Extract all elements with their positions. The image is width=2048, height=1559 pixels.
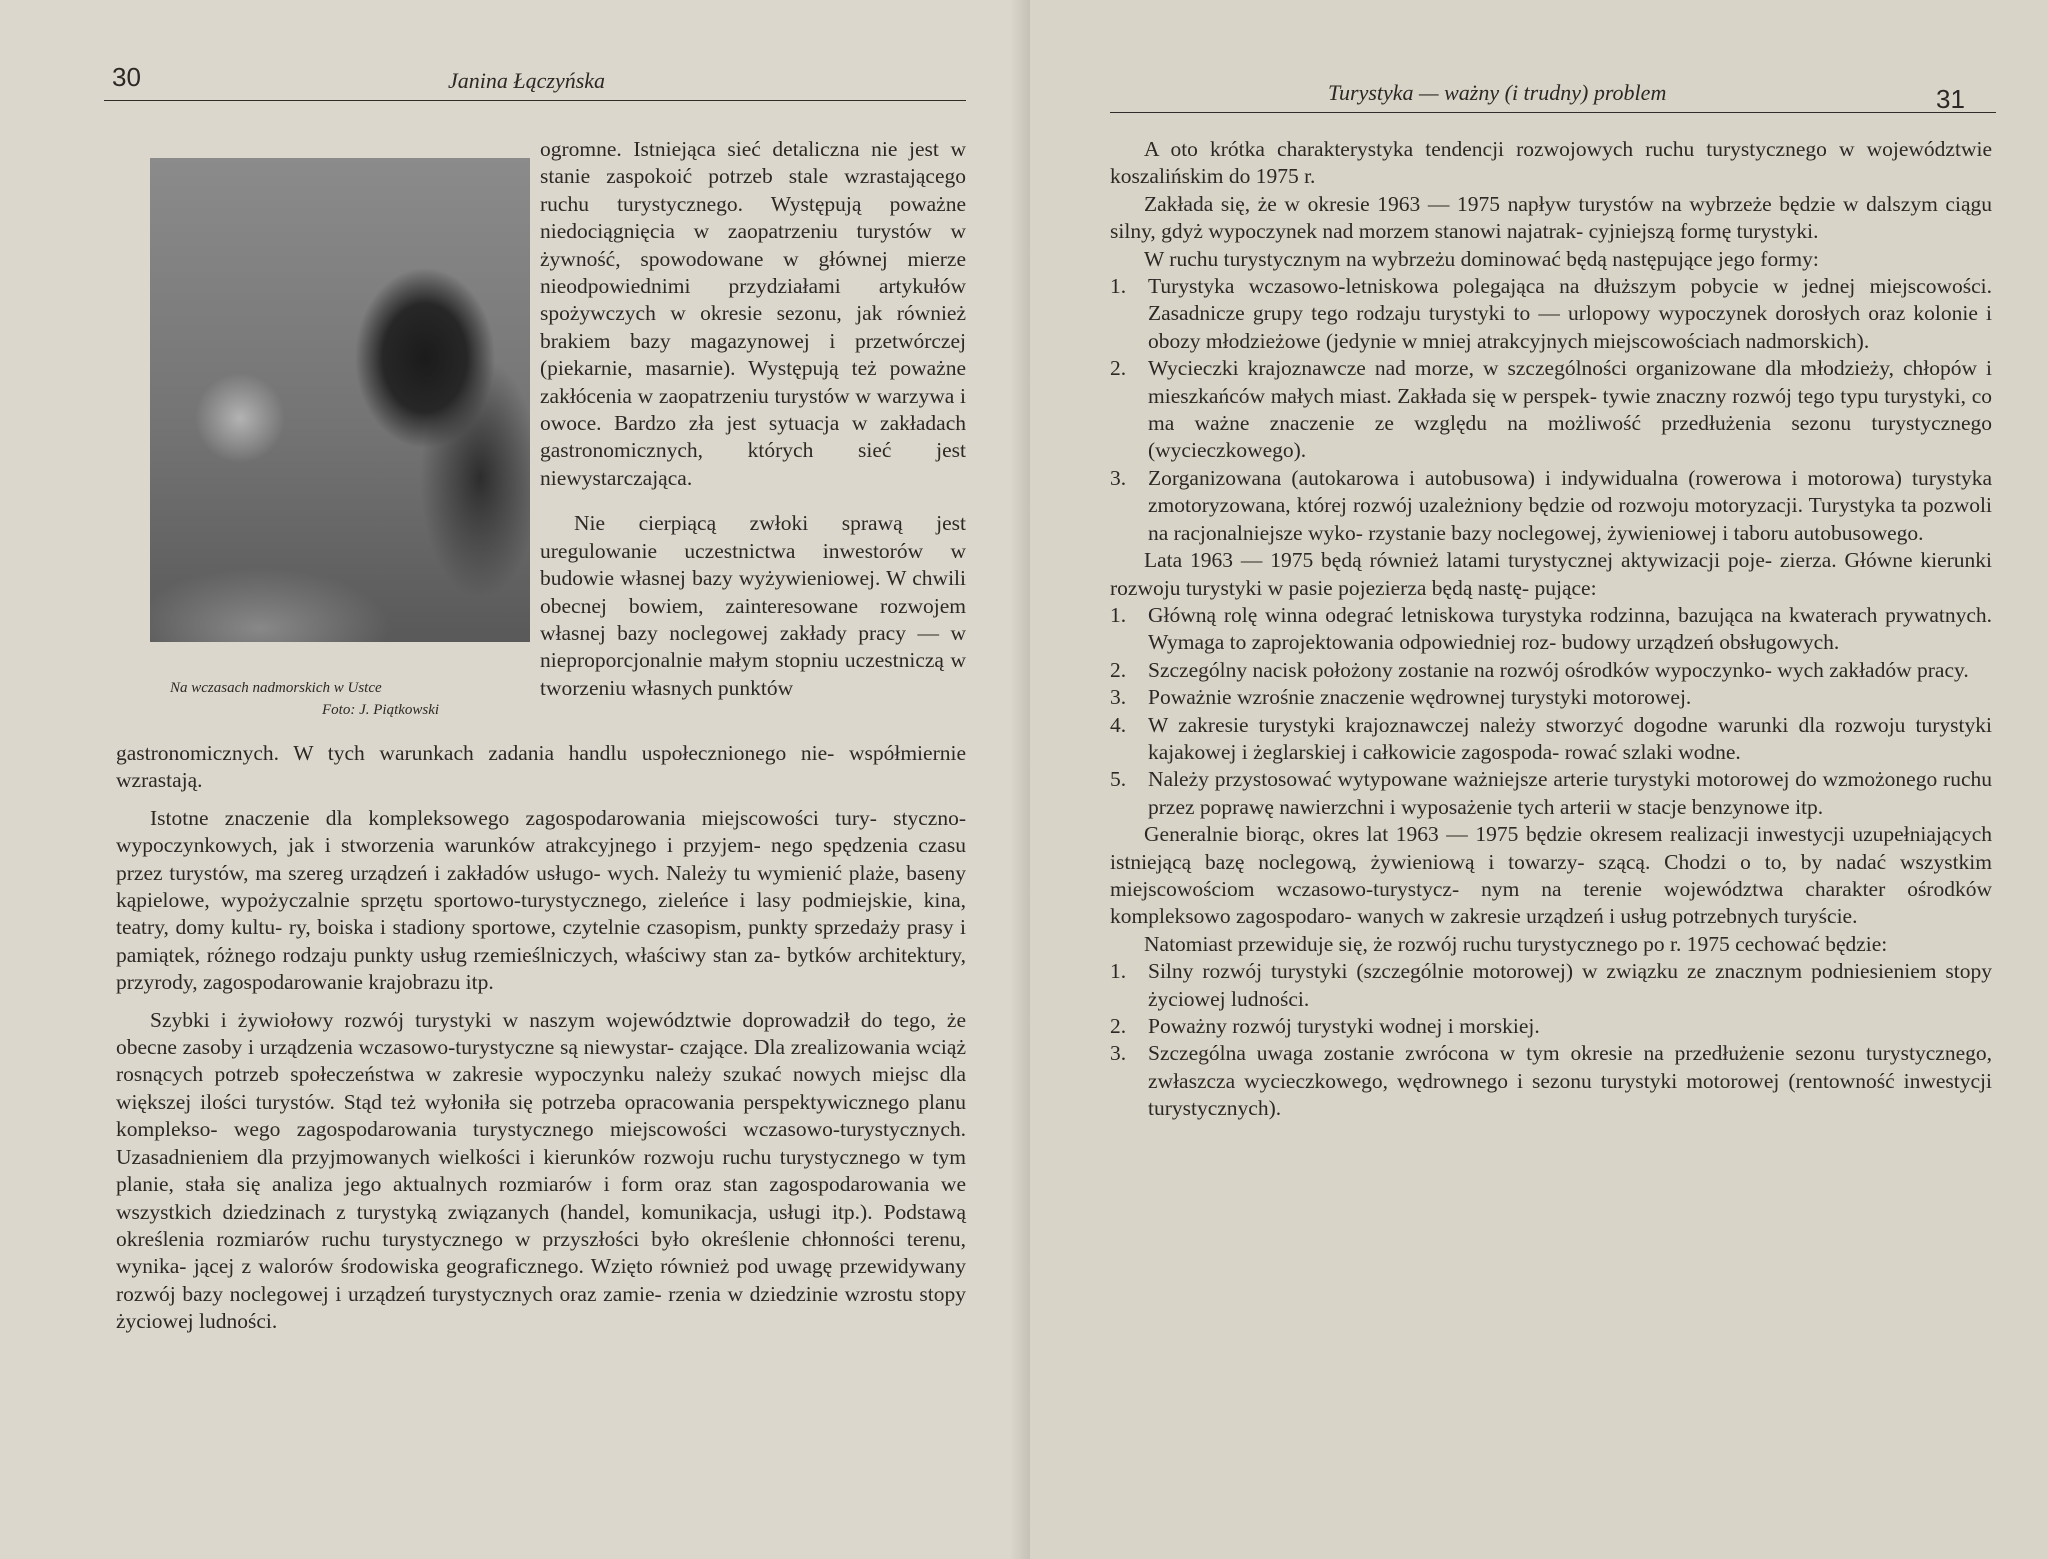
photo-caption: Na wczasach nadmorskich w Ustce (170, 680, 382, 696)
paragraph: Istotne znaczenie dla kompleksowego zagospodarowania miejscowości tury- styczno-wypoczynkowych, jak i stworzenia warunków atrakcyjnego i przyjem- nego spędzenia czasu przez turystów, ma szereg urządzeń i zakładów usługo- wych. Należy tu wymienić plaże, baseny kąpielowe, wypożyczalnie sprzętu sportowo-turystycznego, zieleńce i lasy podmiejskie, kina, teatry, domy kultu- ry, boiska i stadiony sportowe, czytelnie czasopism, punkty sprzedaży prasy i pamiątek, różnego rodzaju punkty usług rzemieślniczych, właściwy stan za- bytków architektury, przyrody, zagospodarowanie krajobrazu itp. (116, 805, 966, 995)
list-item-number: 1. (1110, 959, 1127, 984)
list-item (1110, 602, 1992, 657)
list-item-text: Szczególna uwaga zostanie zwrócona w tym okresie na przedłużenie sezonu turystycznego, zwłaszcza wycieczkowego, wędrownego i sezonu turystyki motorowej (rentowność inwestycji turystycznych). (1148, 1041, 1992, 1121)
list-item (1110, 465, 1992, 547)
list-item-text: Poważnie wzrośnie znaczenie wędrownej turystyki motorowej. (1148, 685, 1692, 710)
paragraph: gastronomicznych. W tych warunkach zadania handlu uspołecznionego nie- współmiernie wzrastają. (116, 741, 966, 793)
paragraph: Szybki i żywiołowy rozwój turystyki w naszym województwie doprowadził do tego, że obecne zasoby i urządzenia wczasowo-turystyczne są niewystar- czające. Dla zrealizowania wciąż rosnących potrzeb społeczeństwa w zakresie wypoczynku należy szukać nowych miejsc dla większej ilości turystów. Stąd też wyłoniła się potrzeba opracowania perspektywicznego planu komplekso- wego zagospodarowania turystycznego miejscowości wczasowo-turystycznych. Uzasadnieniem dla przyjmowanych wielkości i kierunków rozwoju ruchu turystycznego w tym planie, stała się analiza jego aktualnych rozmiarów i form oraz stan zagospodarowania we wszystkich dziedzinach z turystyką związanych (handel, komunikacja, usługi itp.). Podstawą określenia rozmiarów ruchu turystycznego w przyszłości było określenie chłonności terenu, wynika- jącej z walorów środowiska geograficznego. Wzięto również pod uwagę przewidywany rozwój bazy noclegowej i urządzeń turystycznych oraz zamie- rzenia w dziedzinie wzrostu stopy życiowej ludności. (116, 1007, 966, 1334)
list-item-text: Główną rolę winna odegrać letniskowa turystyka rodzinna, bazująca na kwaterach prywatnych. Wymaga to zaprojektowania odpowiedniej roz- budowy urządzeń obsługowych. (1148, 602, 1992, 655)
list-item-text: Wycieczki krajoznawcze nad morze, w szczególności organizowane dla młodzieży, chłopów i mieszkańców małych miast. Zakłada się w perspek- tywie znaczny rozwój tego typu turystyki, co ma ważne znaczenie ze względu na możliwość przedłużenia sezonu turystycznego (wycieczkowego). (1148, 356, 1992, 463)
list-item-text: Turystyka wczasowo-letniskowa polegająca na dłuższym pobycie w jednej miejscowości. Zasadnicze grupy tego rodzaju turystyki to — urlopowy wypoczynek dorosłych oraz kolonie i obozy młodzieżowe (jedynie w mniej atrakcyjnych miejscowościach nadmorskich). (1148, 274, 1992, 353)
header-rule (104, 100, 966, 101)
list-item-number: 3. (1110, 1041, 1127, 1066)
list-item-text: Szczególny nacisk położony zostanie na rozwój ośrodków wypoczynko- wych zakładów pracy. (1148, 657, 1969, 682)
list-item (1110, 958, 1992, 1013)
running-head: Janina Łączyńska (448, 68, 606, 93)
list-item-number: 2. (1110, 1014, 1127, 1038)
beach-photo (150, 158, 530, 642)
paragraph: Natomiast przewiduje się, że rozwój ruchu turystycznego po r. 1975 cechować będzie: (1144, 931, 1888, 956)
forms-list (1110, 273, 1992, 547)
paragraph: Lata 1963 — 1975 będą również latami turystycznej aktywizacji poje- zierza. Główne kierunki rozwoju turystyki w pasie pojezierza będą nastę- pujące: (1110, 548, 1992, 600)
header-rule (1110, 112, 1996, 113)
list-item-text: W zakresie turystyki krajoznawczej należy stworzyć dogodne warunki dla rozwoju turystyki kajakowej i żeglarskiej i całkowicie zagospoda- rować szlaki wodne. (1148, 712, 1992, 764)
list-item (1110, 657, 1992, 684)
paragraph: W ruchu turystycznym na wybrzeżu dominować będą następujące jego formy: (1144, 246, 1819, 271)
right-page-body (1110, 136, 1992, 1123)
column-paragraph-2: Nie cierpiącą zwłoki sprawą jest uregulowanie uczestnictwa inwestorów w budowie własnej bazy wyżywieniowej. W chwili obecnej bowiem, zainteresowane rozwojem własnej bazy noclegowej zakłady pracy — w nieproporcjonalnie małym stopniu uczestniczą w tworzeniu własnych punktów (540, 511, 966, 700)
list-item-number: 1. (1110, 602, 1127, 627)
list-item (1110, 712, 1992, 767)
list-item-text: Silny rozwój turystyki (szczególnie motorowej) w związku ze znacznym podniesieniem stopy życiowej ludności. (1148, 959, 1992, 1011)
after-1975-list (1110, 958, 1992, 1122)
running-head: Turystyka — ważny (i trudny) problem (1328, 80, 1667, 105)
list-item-number: 2. (1110, 657, 1127, 682)
column-paragraph-1: ogromne. Istniejąca sieć detaliczna nie jest w stanie zaspokoić potrzeb stale wzrastającego ruchu turystycznego. Występują poważne niedociągnięcia w zaopatrzeniu turystów w żywność, spowodowane w głównej mierze nieodpowiednimi przydziałami artykułów spożywczych w okresie sezonu, jak również brakiem bazy magazynowej i przetwórczej (piekarnie, masarnie). Występują też poważne zakłócenia w zaopatrzeniu turystów w warzywa i owoce. Bardzo zła jest sytuacja w zakładach gastronomicznych, których sieć jest niewystarczająca. (540, 137, 966, 490)
list-item-number: 5. (1110, 767, 1127, 792)
paragraph: Zakłada się, że w okresie 1963 — 1975 napływ turystów na wybrzeże będzie w dalszym ciągu silny, gdyż wypoczynek nad morzem stanowi najatrak- cyjniejszą formę turystyki. (1110, 191, 1992, 244)
list-item-text: Zorganizowana (autokarowa i autobusowa) i indywidualna (rowerowa i motorowa) turystyka zmotoryzowana, której rozwój uzależniony będzie od rozwoju motoryzacji. Turystyka ta pozwoli na racjonalniejsze wyko- rzystanie bazy noclegowej, żywieniowej i taboru autobusowego. (1148, 465, 1992, 545)
page-number: 31 (1936, 84, 1965, 114)
list-item-text: Należy przystosować wytypowane ważniejsze arterie turystyki motorowej do wzmożonego ruchu przez poprawę nawierzchni i wyposażenie tych arterii w stacje benzynowe itp. (1148, 767, 1992, 819)
list-item (1110, 684, 1992, 711)
narrow-column (540, 136, 966, 702)
photo-credit: Foto: J. Piątkowski (322, 702, 440, 718)
paragraph: A oto krótka charakterystyka tendencji rozwojowych ruchu turystycznego w województwie koszalińskim do 1975 r. (1110, 137, 1992, 189)
full-width-text (116, 740, 966, 1336)
list-item-number: 3. (1110, 685, 1127, 710)
list-item-number: 3. (1110, 465, 1127, 490)
right-page (1030, 0, 2048, 1559)
list-item (1110, 1013, 1992, 1040)
page-number: 30 (112, 62, 141, 92)
list-item-text: Poważny rozwój turystyki wodnej i morskiej. (1148, 1014, 1540, 1038)
paragraph: Generalnie biorąc, okres lat 1963 — 1975 będzie okresem realizacji inwestycji uzupełniających istniejącą bazę noclegową, żywieniową i towarzy- szącą. Chodzi o to, by nadać wszystkim miejscowościom wczasowo-turystycz- nym na terenie województwa charakter ośrodków kompleksowo zagospodaro- wanych w zakresie urządzeń i usług potrzebnych turyście. (1110, 822, 1992, 929)
list-item-number: 4. (1110, 712, 1127, 737)
list-item-number: 2. (1110, 356, 1127, 381)
list-item-number: 1. (1110, 274, 1127, 299)
list-item (1110, 273, 1992, 355)
list-item (1110, 766, 1992, 821)
list-item (1110, 355, 1992, 465)
list-item (1110, 1040, 1992, 1122)
directions-list (1110, 602, 1992, 821)
